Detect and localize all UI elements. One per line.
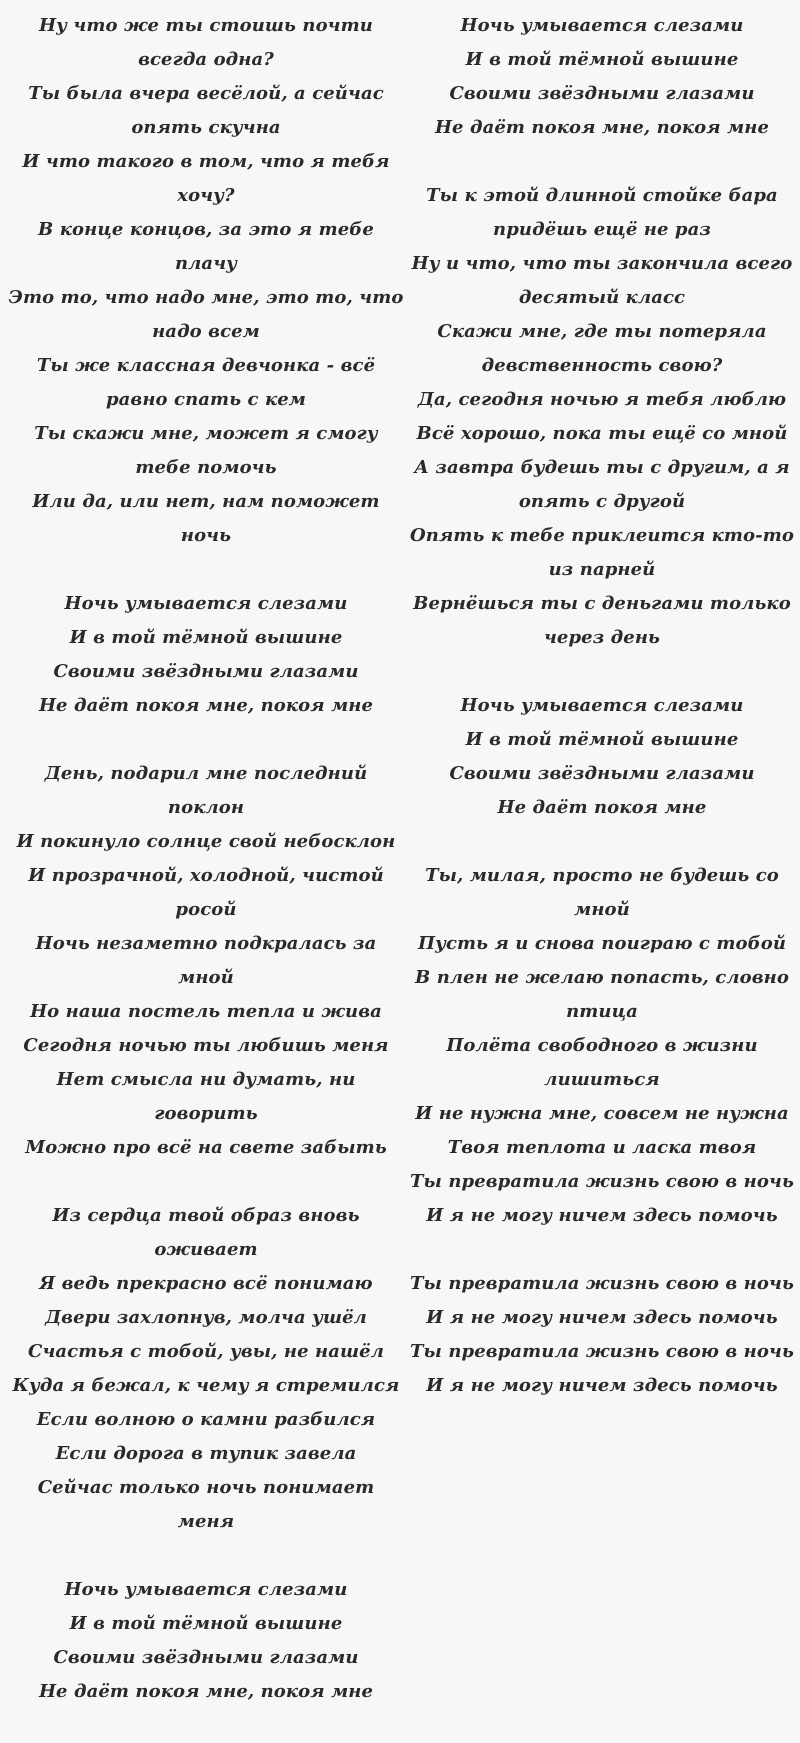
lyric-line: Ночь умывается слезами [64,593,348,614]
lyric-line: Своими звёздными глазами [53,661,359,682]
chorus-stanza [404,9,800,145]
lyric-line: Если волною о камни разбился [36,1409,376,1430]
lyric-line: И я не могу ничем здесь помочь [426,1307,778,1328]
lyric-line: Нет смысла ни думать, ни говорить [56,1069,356,1124]
lyric-line: Своими звёздными глазами [449,763,755,784]
lyric-line: Ночь умывается слезами [64,1579,348,1600]
lyric-line: Опять к тебе приклеится кто-то из парней [410,525,794,580]
stanza [404,1267,800,1403]
lyric-line: И я не могу ничем здесь помочь [426,1375,778,1396]
lyric-line: И в той тёмной вышине [69,627,343,648]
lyric-line: Не даёт покоя мне, покоя мне [38,1681,374,1702]
lyric-line: Всё хорошо, пока ты ещё со мной [416,423,788,444]
lyric-line: Своими звёздными глазами [449,83,755,104]
left-column [8,9,404,1743]
lyric-line: Да, сегодня ночью я тебя люблю [417,389,787,410]
lyric-line: И не нужна мне, совсем не нужна [415,1103,789,1124]
lyric-line: Ты превратила жизнь свою в ночь [410,1273,794,1294]
lyric-line: И в той тёмной вышине [465,49,739,70]
lyric-line: Твоя теплота и ласка твоя [447,1137,757,1158]
lyric-line: День, подарил мне последний поклон [44,763,368,818]
stanza [8,9,404,553]
lyric-line: Ну что же ты стоишь почти всегда одна? [39,15,373,70]
lyric-line: Ночь умывается слезами [460,695,744,716]
stanza [404,859,800,1233]
lyric-line: Но наша постель тепла и жива [30,1001,382,1022]
lyric-line: Сейчас только ночь понимает меня [37,1477,375,1532]
lyric-line: Ночь незаметно подкралась за мной [35,933,377,988]
stanza [8,1199,404,1539]
chorus-stanza [8,587,404,723]
lyric-line: И в той тёмной вышине [69,1613,343,1634]
lyric-line: И в той тёмной вышине [465,729,739,750]
lyric-line: Ты к этой длинной стойке бара придёшь ещё не раз [426,185,778,240]
lyric-line: Не даёт покоя мне [497,797,707,818]
lyric-line: Если дорога в тупик завела [55,1443,357,1464]
lyric-line: А завтра будешь ты с другим, а я опять с другой [414,457,790,512]
lyric-line: Сегодня ночью ты любишь меня [23,1035,389,1056]
lyric-line: Или да, или нет, нам поможет ночь [32,491,380,546]
lyric-line: Ты превратила жизнь свою в ночь [410,1341,794,1362]
lyric-line: Пусть я и снова поиграю с тобой [417,933,787,954]
lyric-line: Можно про всё на свете забыть [25,1137,387,1158]
lyric-line: Ты скажи мне, может я смогу тебе помочь [34,423,378,478]
lyric-line: Ты превратила жизнь свою в ночь [410,1171,794,1192]
chorus-stanza [8,1573,404,1709]
lyric-line: Не даёт покоя мне, покоя мне [38,695,374,716]
lyric-line: Куда я бежал, к чему я стремился [12,1375,400,1396]
lyric-line: В плен не желаю попасть, словно птица [415,967,789,1022]
stanza [8,757,404,1165]
lyric-line: И я не могу ничем здесь помочь [426,1205,778,1226]
lyric-line: Ночь умывается слезами [460,15,744,36]
lyric-line: И покинуло солнце свой небосклон [16,831,396,852]
lyric-line: Своими звёздными глазами [53,1647,359,1668]
lyric-line: Не даёт покоя мне, покоя мне [434,117,770,138]
lyric-line: И что такого в том, что я тебя хочу? [22,151,390,206]
lyric-line: Ну и что, что ты закончила всего десятый класс [411,253,793,308]
lyrics-columns [8,9,800,1743]
lyric-line: Из сердца твой образ вновь оживает [52,1205,360,1260]
lyric-line: Я ведь прекрасно всё понимаю [39,1273,373,1294]
chorus-stanza [404,689,800,825]
stanza [404,179,800,655]
lyric-line: Ты, милая, просто не будешь со мной [425,865,779,920]
right-column [404,9,800,1743]
lyric-line: Вернёшься ты с деньгами только через день [413,593,791,648]
lyric-line: В конце концов, за это я тебе плачу [38,219,374,274]
lyric-line: Полёта свободного в жизни лишиться [446,1035,758,1090]
lyric-line: И прозрачной, холодной, чистой росой [28,865,384,920]
lyric-line: Двери захлопнув, молча ушёл [45,1307,367,1328]
lyric-line: Ты была вчера весёлой, а сейчас опять скучна [28,83,384,138]
lyric-line: Это то, что надо мне, это то, что надо всем [8,287,404,342]
lyric-line: Скажи мне, где ты потеряла девственность свою? [437,321,767,376]
lyric-line: Счастья с тобой, увы, не нашёл [28,1341,384,1362]
lyric-line: Ты же классная девчонка - всё равно спать с кем [36,355,376,410]
